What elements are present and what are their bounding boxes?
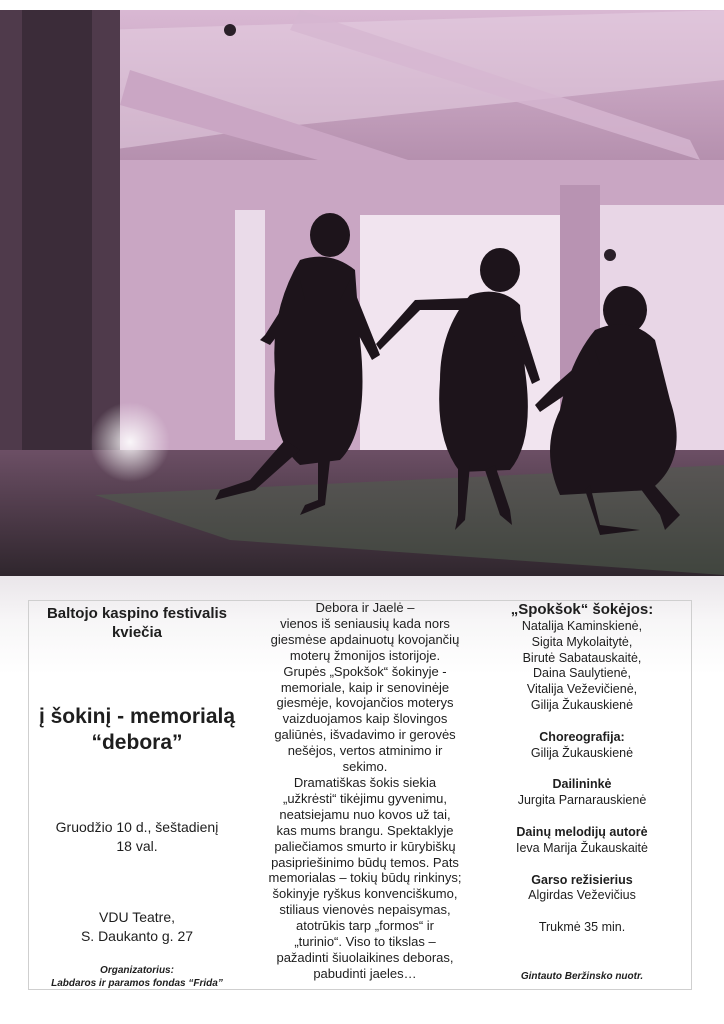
- memorial-title-line2: “debora”: [91, 731, 183, 754]
- festival-name: Baltojo kaspino festivalis: [46, 605, 228, 622]
- performance-photo: [0, 10, 724, 576]
- photo-credit: Gintauto Beržinsko nuotr.: [520, 971, 644, 982]
- invite-text: kviečia: [111, 624, 163, 641]
- description-text: Debora ir Jaelė – vienos iš seniausių kada nors giesmėse apdainuotų kovojančių moterų žmonijos istorijoje. Grupės „Spokšok“ šokinyje - memoriale, kaip ir senovinėje giesmėje, kovojančios moterys vaizduojamos kaip šlovingos galiūnės, išvadavimo ir gerovės nešėjos, vertos atminimo ir sekimo. Dramatiškas šokis siekia „užkrėsti“ tikėjimu gyvenimu, neatsiejamu nuo kovos už tai, kas mums brangu. Spektaklyje paliečiamos smurto ir kūrybiškų pasipriešinimo būdų temos. Pats memorialas – tokių būdų rinkinys; šokinyje ryškus konvenciškumo, stiliaus vienovės nepaisymas, atotrūkis tarp „formos“ ir „turinio“. Viso to tikslas – pažadinti šiuolaikines deboras, pabudinti jaeles…: [268, 600, 462, 981]
- event-address: S. Daukanto g. 27: [80, 928, 194, 944]
- sound-director-label: Garso režisierius: [531, 872, 633, 887]
- dancer-name: Sigita Mykolaitytė,: [531, 634, 633, 649]
- dancer-name: Daina Saulytienė,: [533, 666, 631, 681]
- event-date: Gruodžio 10 d., šeštadienį: [55, 819, 219, 835]
- dancer-name: Gilija Žukauskienė: [530, 697, 634, 712]
- dancer-name: Vitalija Veževičienė,: [526, 682, 638, 697]
- organizer-label: Organizatorius:: [100, 965, 174, 976]
- event-venue: VDU Teatre,: [99, 909, 175, 925]
- organizer-name: Labdaros ir paramos fondas “Frida”: [51, 978, 223, 989]
- event-column: [30, 604, 244, 994]
- event-time: 18 val.: [116, 838, 158, 854]
- melody-author-label: Dainų melodijų autorė: [516, 824, 648, 839]
- choreography-label: Choreografija:: [539, 729, 625, 744]
- artist-name: Jurgita Parnarauskienė: [517, 793, 647, 808]
- artist-label: Dailininkė: [552, 777, 612, 792]
- melody-author-name: Ieva Marija Žukauskaitė: [515, 840, 648, 855]
- sound-director-name: Algirdas Veževičius: [528, 888, 636, 903]
- dancer-name: Natalija Kaminskienė,: [521, 619, 643, 633]
- duration-text: Trukmė 35 min.: [538, 920, 626, 935]
- dancers-heading: „Spokšok“ šokėjos:: [510, 601, 654, 618]
- memorial-title-line1: į šokinį - memorialą: [38, 705, 236, 728]
- organizer-block: [30, 964, 244, 990]
- credits-column: [482, 601, 682, 982]
- dancers-illustration: [0, 10, 724, 576]
- description-column: [250, 600, 480, 982]
- choreography-name: Gilija Žukauskienė: [530, 745, 634, 760]
- dancer-name: Birutė Sabatauskaitė,: [522, 650, 642, 665]
